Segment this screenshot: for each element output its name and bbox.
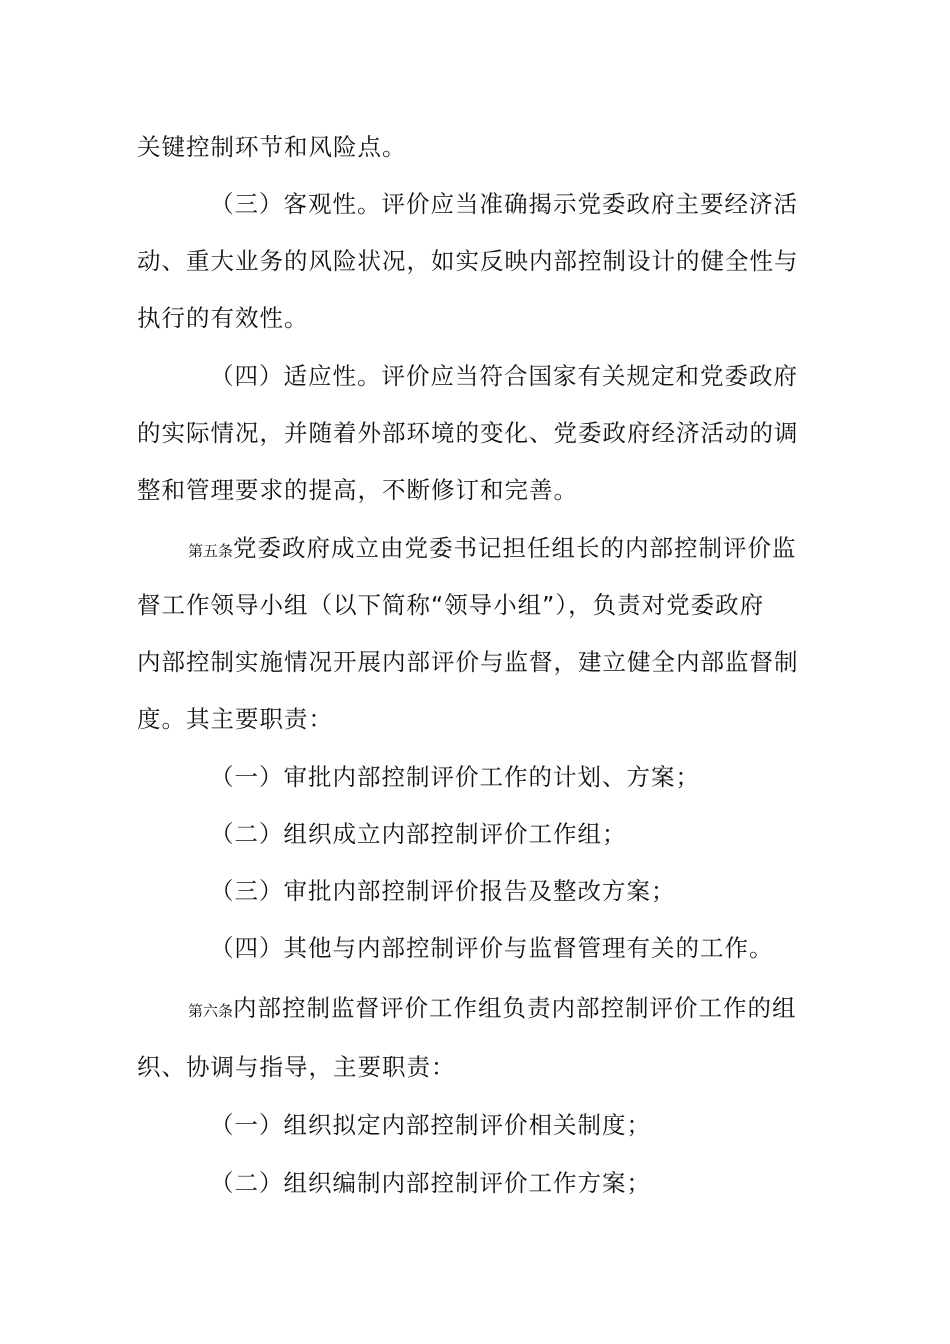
text-line: （四）适应性。评价应当符合国家有关规定和党委政府 — [210, 362, 798, 390]
text-line: 整和管理要求的提高，不断修订和完善。 — [137, 476, 578, 504]
list-item: （三）审批内部控制评价报告及整改方案； — [210, 877, 676, 905]
text-line: 动、重大业务的风险状况，如实反映内部控制设计的健全性与 — [137, 247, 799, 275]
article-label: 第五条 — [188, 542, 234, 560]
list-item: （二）组织成立内部控制评价工作组； — [210, 820, 627, 848]
text-line: 织、协调与指导，主要职责： — [137, 1053, 456, 1081]
text-span: 党委政府成立由党委书记担任组长的内部控制评价监 — [233, 534, 797, 562]
text-span: 内部控制监督评价工作组负责内部控制评价工作的组 — [233, 994, 797, 1022]
text-line: 督工作领导小组（以下简称“领导小组”），负责对党委政府 — [137, 591, 765, 619]
article-label: 第六条 — [188, 1002, 234, 1020]
text-line: 执行的有效性。 — [137, 304, 309, 332]
list-item: （二）组织编制内部控制评价工作方案； — [210, 1169, 651, 1197]
text-line: 关键控制环节和风险点。 — [137, 133, 407, 161]
text-line: 内部控制实施情况开展内部评价与监督，建立健全内部监督制 — [137, 648, 799, 676]
list-item: （一）审批内部控制评价工作的计划、方案； — [210, 763, 700, 791]
text-line: 度。其主要职责： — [137, 705, 333, 733]
list-item: （一）组织拟定内部控制评价相关制度； — [210, 1111, 651, 1139]
article-five-line — [188, 533, 797, 566]
article-six-line — [188, 993, 797, 1026]
text-line: 的实际情况，并随着外部环境的变化、党委政府经济活动的调 — [137, 419, 799, 447]
list-item: （四）其他与内部控制评价与监督管理有关的工作。 — [210, 934, 774, 962]
text-line: （三）客观性。评价应当准确揭示党委政府主要经济活 — [210, 190, 798, 218]
